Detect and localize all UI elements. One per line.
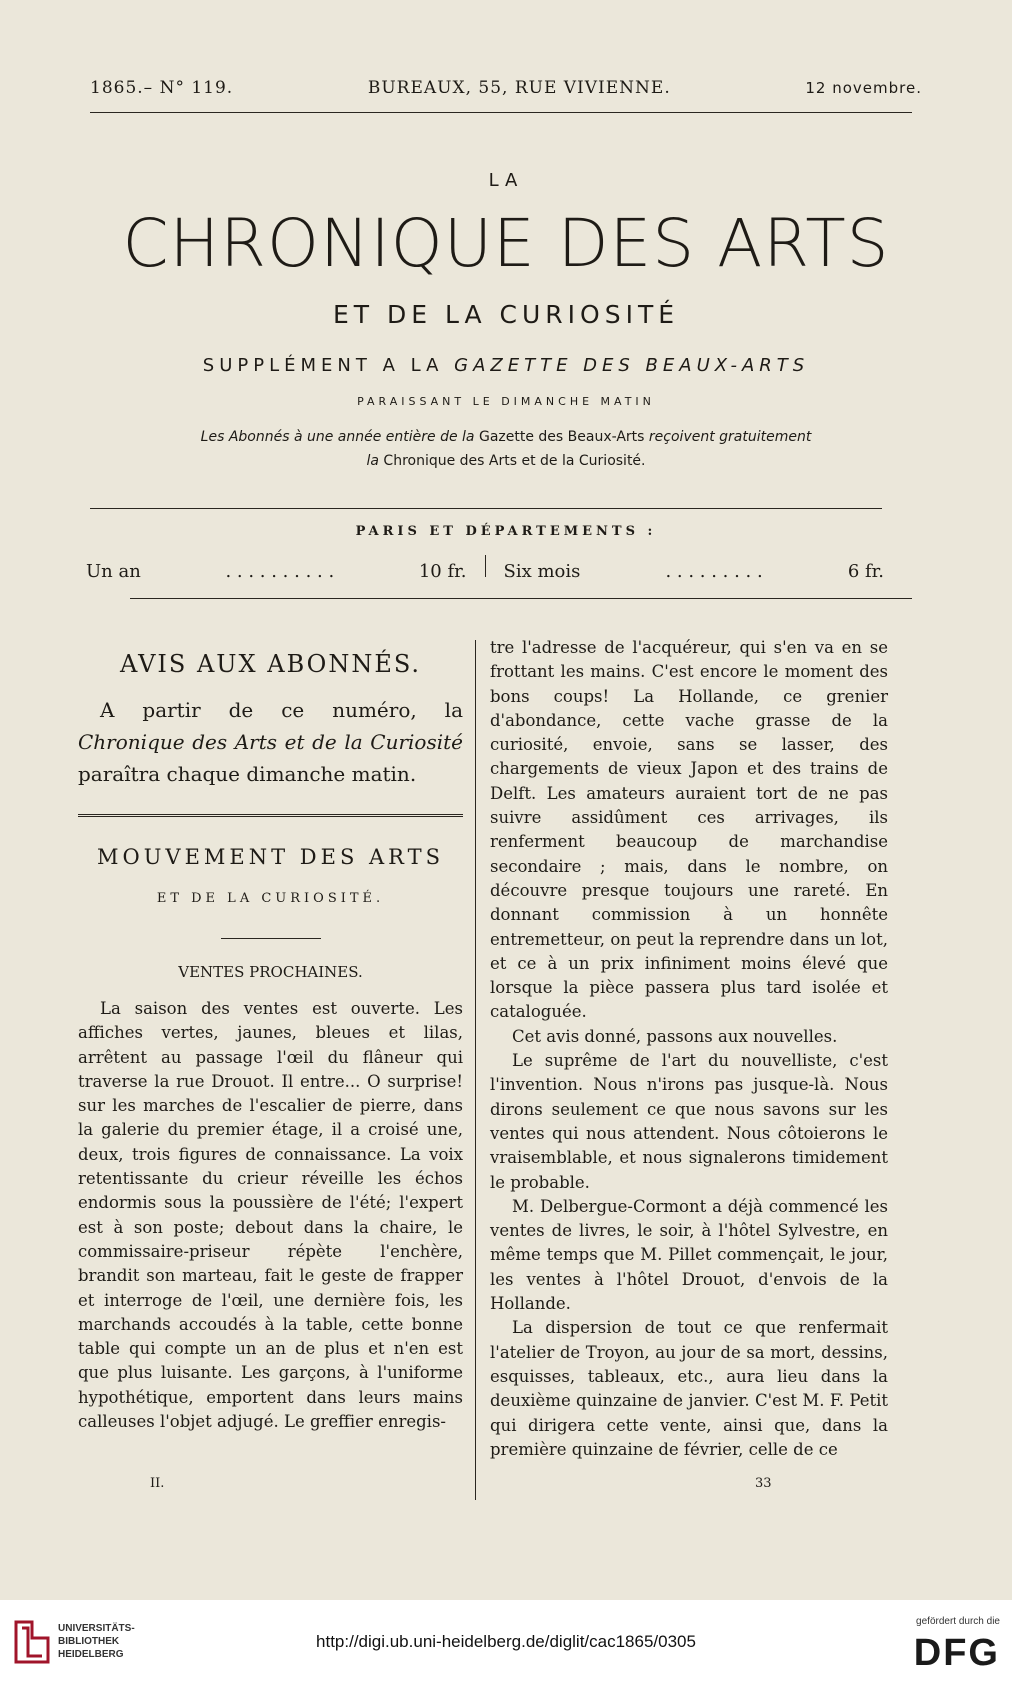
price-year-value: 10 fr. [418,561,467,582]
abonnes-text-e: Chronique des Arts et de la Curiosité. [383,453,646,469]
right-paragraph-5: La dispersion de tout ce que renfermait l'atelier de Troyon, au jour de sa mort, dessins, esquisses, tableaux, etc., aura lieu dans la deuxième quinzaine de janvier. C'est M. F. Petit qui dirigera cette vente, ainsi que, dans la première quinzaine de février, celle de ce [490,1318,888,1459]
university-line-1: UNIVERSITÄTS- [58,1623,135,1634]
issue-header [90,78,922,98]
right-paragraph-3: Le suprême de l'art du nouvelliste, c'est l'invention. Nous n'irons pas jusque-là. Nous dirons seulement ce que nous savons sur les ventes qui nous attendent. Nous côtoierons le vraisemblable, et nous signalerons timidement le probable. [490,1051,888,1192]
left-column [78,640,463,1434]
issue-number: 1865.– N° 119. [90,78,234,98]
price-six-label: Six mois [503,561,581,582]
short-rule [221,938,321,939]
right-paragraph-2: Cet avis donné, passons aux nouvelles. [512,1026,838,1046]
avis-text-a: A partir de ce numéro, la [100,698,463,722]
price-six-months [496,561,893,582]
abonnes-text-c: reçoivent gratuitement [648,429,812,445]
masthead-la: LA [488,170,524,191]
right-paragraph-1: tre l'adresse de l'acquéreur, qui s'en va en se frottant les mains. C'est encore le moment des bons coups! La Hollande, ce grenier d'abondance, cette vache grasse de la curiosité, envoie, sans se lasser, des chargements de vieux Japon et des trains de Delft. Les amateurs auraient tort de ne pas suivre assidûment ces arrivages, ils renferment beaucoup de marchandise secondaire ; mais, dans le nombre, on découvre presque toujours une rareté. En donnant commission à un honnête entremetteur, on peut la reprendre dans un lot, et ce à un prix infiniment moins élevé que lorsque la pièce passera plus tard isolée et cataloguée. [490,638,888,1022]
bureaux-address: BUREAUX, 55, RUE VIVIENNE. [367,78,671,98]
masthead-title: CHRONIQUE DES ARTS [122,205,890,282]
supplement-line [0,355,1012,376]
section-double-rule [78,814,463,817]
viewer-footer [0,1600,1012,1681]
right-paragraph-4: M. Delbergue-Cormont a déjà commencé les ventes de livres, le soir, à l'hôtel Sylvestre, en même temps que M. Pillet commençait, le jour, les ventes à l'hôtel Drouot, d'envois de la Hollande. [490,1196,888,1314]
column-divider [475,640,476,1500]
masthead-rule [90,508,882,509]
price-year-dots: . . . . . . . . . . [225,561,335,582]
right-column [490,636,888,1462]
price-separator [485,555,486,577]
funded-by-label: gefördert durch die [916,1616,1000,1627]
price-year-label: Un an [86,561,141,582]
ventes-heading: VENTES PROCHAINES. [178,963,363,981]
mouvement-heading: MOUVEMENT DES ARTS [96,845,445,869]
university-line-3: HEIDELBERG [58,1649,124,1660]
price-year [78,561,475,582]
abonnes-notice [0,425,1012,473]
dfg-logo: DFG [913,1632,1000,1674]
abonnes-text-a: Les Abonnés à une année entière de la [200,429,475,445]
page-number: 33 [755,1476,772,1491]
issue-date: 12 novembre. [805,79,922,97]
paraissant-line: PARAISSANT LE DIMANCHE MATIN [357,395,655,408]
subscription-heading: PARIS ET DÉPARTEMENTS : [355,524,657,539]
signature-mark: II. [150,1476,165,1491]
abonnes-text-d: la [366,453,379,469]
avis-text-c: paraîtra chaque dimanche matin. [78,762,417,786]
price-six-value: 6 fr. [847,561,884,582]
supplement-title: GAZETTE DES BEAUX-ARTS [454,355,810,376]
subscription-prices [78,555,892,582]
avis-text-b: Chronique des Arts et de la Curiosité [78,730,463,754]
abonnes-text-b: Gazette des Beaux-Arts [478,429,645,445]
supplement-prefix: SUPPLÉMENT A LA [202,355,444,376]
permalink-url[interactable]: http://digi.ub.uni-heidelberg.de/diglit/cac1865/0305 [316,1632,696,1651]
header-rule [90,112,912,113]
ventes-paragraph: La saison des ventes est ouverte. Les affiches vertes, jaunes, bleues et lilas, arrêtent au passage l'œil du flâneur qui traverse la rue Drouot. Il entre... O surprise! sur les marches de l'escalier de pierre, dans la galerie du premier étage, il a croisé une, deux, trois figures de connaissance. La voix retentissante du crieur réveille les échos endormis sous la poussière de l'été; l'expert est à son poste; debout dans la chaire, le commissaire-priseur répète l'enchère, brandit son marteau, fait le geste de frapper et interroge de l'œil, une dernière fois, les marchands accoudés à la table, cette bonne table qui compte un an de plus et n'en est que plus luisante. Les garçons, à l'uniforme hypothétique, emportent dans leurs mains calleuses l'objet adjugé. Le greffier enregis- [78,999,463,1432]
subscription-rule [130,598,912,599]
price-six-dots: . . . . . . . . . [665,561,763,582]
avis-text [78,694,463,790]
masthead-subtitle: ET DE LA CURIOSITÉ [332,300,680,329]
mouvement-subheading: ET DE LA CURIOSITÉ. [156,891,385,906]
avis-heading: AVIS AUX ABONNÉS. [119,650,422,678]
university-line-2: BIBLIOTHEK [58,1636,120,1647]
